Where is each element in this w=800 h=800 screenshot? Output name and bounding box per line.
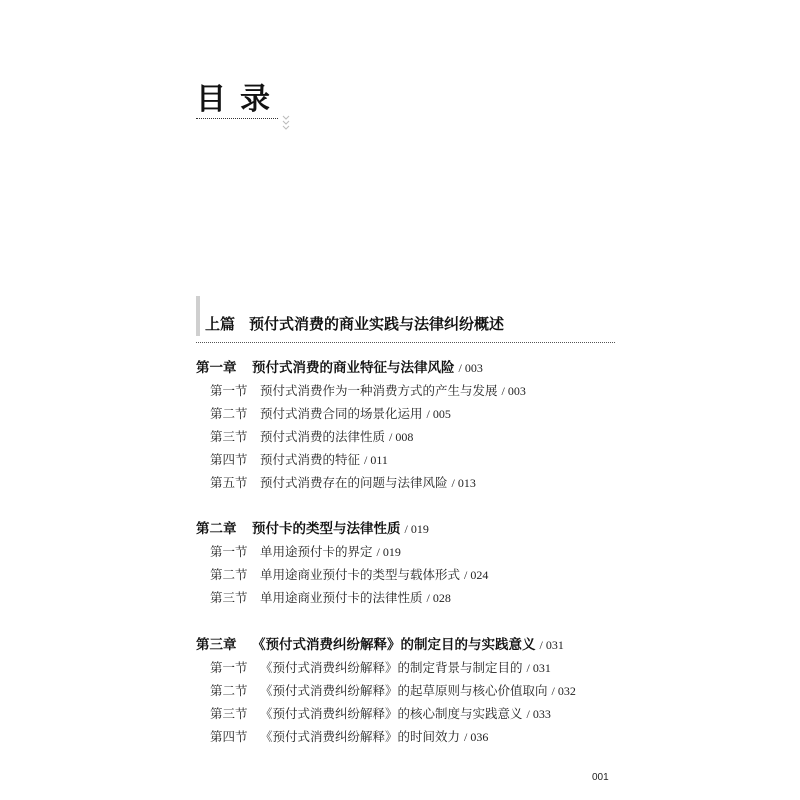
section-title: 单用途预付卡的界定 <box>260 544 373 559</box>
section-title: 预付式消费作为一种消费方式的产生与发展 <box>260 383 498 398</box>
section-page: / 003 <box>501 384 526 398</box>
toc-section[interactable] <box>210 450 388 470</box>
section-title: 预付式消费的特征 <box>260 452 361 467</box>
part-divider <box>196 342 615 343</box>
section-title: 《预付式消费纠纷解释》的制定背景与制定目的 <box>260 660 523 675</box>
section-title: 单用途商业预付卡的类型与载体形式 <box>260 567 461 582</box>
section-label: 第四节 <box>210 729 248 744</box>
section-page: / 024 <box>464 568 489 582</box>
chapter-title: 预付式消费的商业特征与法律风险 <box>252 360 455 376</box>
chapter-title: 预付卡的类型与法律性质 <box>252 521 401 537</box>
toc-section[interactable] <box>210 681 576 701</box>
down-arrow-icon <box>281 114 291 134</box>
section-page: / 011 <box>364 453 388 467</box>
part-label: 上篇 <box>205 315 236 333</box>
section-page: / 036 <box>464 730 489 744</box>
section-title: 预付式消费存在的问题与法律风险 <box>260 475 448 490</box>
section-label: 第四节 <box>210 452 248 467</box>
section-title: 预付式消费合同的场景化运用 <box>260 406 423 421</box>
toc-section[interactable] <box>210 381 526 401</box>
section-page: / 008 <box>389 430 414 444</box>
section-page: / 032 <box>551 684 576 698</box>
toc-section[interactable] <box>210 565 488 585</box>
chapter-label: 第一章 <box>196 360 237 376</box>
chapter-page: / 031 <box>539 638 564 652</box>
part-title: 预付式消费的商业实践与法律纠纷概述 <box>249 315 505 333</box>
toc-section[interactable] <box>210 727 488 747</box>
section-page: / 028 <box>426 591 451 605</box>
section-label: 第三节 <box>210 590 248 605</box>
section-title: 《预付式消费纠纷解释》的时间效力 <box>260 729 461 744</box>
toc-section[interactable] <box>210 542 401 562</box>
section-page: / 005 <box>426 407 451 421</box>
page-title: 目录 <box>196 82 284 117</box>
chapter-page: / 003 <box>458 361 483 375</box>
section-label: 第一节 <box>210 544 248 559</box>
toc-section[interactable] <box>210 404 451 424</box>
section-page: / 031 <box>526 661 551 675</box>
toc-section[interactable] <box>210 704 551 724</box>
part-heading <box>205 312 504 336</box>
section-label: 第一节 <box>210 383 248 398</box>
toc-section[interactable] <box>210 588 451 608</box>
title-underline <box>196 118 278 119</box>
section-label: 第五节 <box>210 475 248 490</box>
chapter-page: / 019 <box>404 522 429 536</box>
toc-section[interactable] <box>210 427 413 447</box>
toc-chapter-3[interactable] <box>196 635 564 655</box>
section-page: / 019 <box>376 545 401 559</box>
toc-section[interactable] <box>210 658 551 678</box>
page-number: 001 <box>592 772 609 783</box>
toc-section[interactable] <box>210 473 476 493</box>
section-label: 第三节 <box>210 429 248 444</box>
part-accent-bar <box>196 296 200 336</box>
section-label: 第二节 <box>210 567 248 582</box>
section-page: / 013 <box>451 476 476 490</box>
chapter-title: 《预付式消费纠纷解释》的制定目的与实践意义 <box>252 637 536 653</box>
section-label: 第一节 <box>210 660 248 675</box>
section-label: 第二节 <box>210 683 248 698</box>
chapter-label: 第二章 <box>196 521 237 537</box>
section-title: 单用途商业预付卡的法律性质 <box>260 590 423 605</box>
section-page: / 033 <box>526 707 551 721</box>
section-title: 《预付式消费纠纷解释》的核心制度与实践意义 <box>260 706 523 721</box>
section-label: 第二节 <box>210 406 248 421</box>
section-title: 《预付式消费纠纷解释》的起草原则与核心价值取向 <box>260 683 548 698</box>
chapter-label: 第三章 <box>196 637 237 653</box>
section-title: 预付式消费的法律性质 <box>260 429 386 444</box>
toc-chapter-2[interactable] <box>196 519 429 539</box>
section-label: 第三节 <box>210 706 248 721</box>
toc-chapter-1[interactable] <box>196 358 483 378</box>
